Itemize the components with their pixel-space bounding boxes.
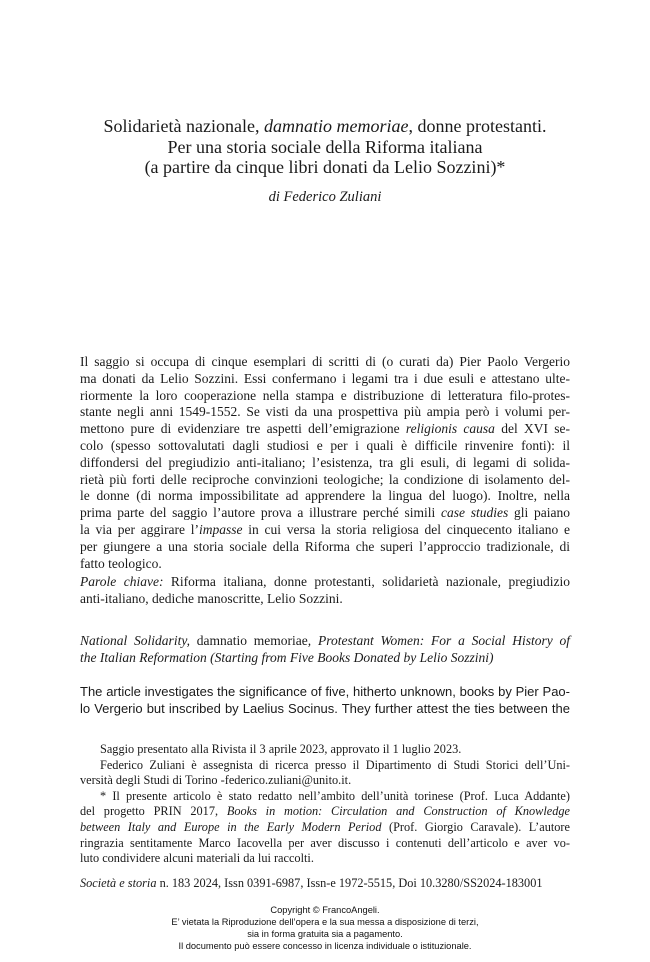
copyright-line: sia in forma gratuita sia a pagamento. <box>247 929 403 939</box>
journal-citation: Società e storia n. 183 2024, Issn 0391-6987, Issn-e 1972-5515, Doi 10.3280/SS2024-183001 <box>80 876 543 890</box>
footnote-author: versità degli Studi di Torino -federico.zuliani@unito.it. <box>80 773 352 788</box>
abstract-line: stante negli anni 1549-1552. Se visti da una prospettiva più ampia però i volumi per- <box>80 404 570 420</box>
footnote-acknowledgement: del progetto PRIN 2017, Books in motion: Circulation and Construction of Knowledge <box>80 804 571 819</box>
title-line-3: (a partire da cinque libri donati da Lelio Sozzini)* <box>144 157 506 177</box>
footnote-acknowledgement: between Italy and Europe in the Early Modern Period (Prof. Giorgio Caravale). L’autore <box>80 819 570 834</box>
keywords-italian <box>80 574 570 608</box>
keywords-line: Parole chiave: Riforma italiana, donne protestanti, solidarietà nazionale, pregiudizio <box>80 574 570 589</box>
abstract-en-line: The article investigates the significance of five, hitherto unknown, books by Pier Pao- <box>80 684 570 699</box>
abstract-line: diffondersi del pregiudizio anti-italiano; l’esistenza, tra gli esuli, di legami di solida- <box>80 454 570 470</box>
journal-name: Società e storia <box>80 876 157 890</box>
keywords-line: anti-italiano, dediche manoscritte, Lelio Sozzini. <box>80 590 343 606</box>
abstract-line: prima parte del saggio l’autore prova a illustrare perché simili case studies gli paiano <box>80 505 570 521</box>
abstract-line: mettono pure di evidenziare tre aspetti dell’emigrazione religionis causa del XVI se- <box>80 421 571 437</box>
footnote-acknowledgement: ringrazia sentitamente Marco Iacovella per aver discusso i contenuti dell’articolo e aver vo- <box>80 835 570 850</box>
abstract-english <box>80 684 570 718</box>
abstract-line: riormente la loro cooperazione nella stampa e distribuzione di letteratura filo-protes- <box>80 387 570 403</box>
title-line-1: Solidarietà nazionale, damnatio memoriae, donne protestanti. <box>103 116 547 136</box>
abstract-line: fatto teologico. <box>80 555 162 571</box>
footnote-submission: Saggio presentato alla Rivista il 3 aprile 2023, approvato il 1 luglio 2023. <box>100 742 462 756</box>
footnotes <box>80 742 570 867</box>
abstract-line: le donne (di norma impossibilitate ad apprendere la lingua del luogo). Inoltre, nella <box>80 488 570 504</box>
copyright-line: E’ vietata la Riproduzione dell’opera e la sua messa a disposizione di terzi, <box>171 917 479 927</box>
footnote-author: Federico Zuliani è assegnista di ricerca presso il Dipartimento di Studi Storici dell’Uni- <box>100 757 570 772</box>
abstract-italian <box>80 354 570 572</box>
title-line-2: Per una storia sociale della Riforma italiana <box>167 136 483 157</box>
copyright-line: Il documento può essere concesso in licenza individuale o istituzionale. <box>178 941 472 951</box>
abstract-line: ma donati da Lelio Sozzini. Essi confermano i legami tra i due esuli e attestano ulte- <box>80 370 570 386</box>
article-title <box>60 116 590 178</box>
abstract-line: Il saggio si occupa di cinque esemplari di scritti di (o curati da) Pier Paolo Vergerio <box>80 354 570 369</box>
abstract-en-line: lo Vergerio but inscribed by Laelius Socinus. They further attest the ties between the <box>80 700 570 716</box>
abstract-line: per giungere a una storia sociale della Riforma che superi l’approccio tradizionale, di <box>80 538 570 554</box>
english-title-line: the Italian Reformation (Starting from Five Books Donated by Lelio Sozzini) <box>80 649 494 665</box>
footnote-acknowledgement: * Il presente articolo è stato redatto nell’ambito dell’unità torinese (Prof. Luca Addante) <box>100 788 570 803</box>
copyright-line: Copyright © FrancoAngeli. <box>270 905 380 915</box>
abstract-line: rietà più forti delle reciproche convinzioni teologiche; la condizione di isolamento del- <box>80 471 570 487</box>
english-title-line: National Solidarity, damnatio memoriae, Protestant Women: For a Social History of <box>80 633 571 648</box>
abstract-line: la via per aggirare l’impasse in cui versa la storia religiosa del cinquecento italiano e <box>80 521 571 537</box>
copyright-notice <box>100 904 550 952</box>
footnote-acknowledgement: luto condividere alcuni materiali da lui raccolti. <box>80 851 314 866</box>
abstract-line: colo (spesso sottovalutati dagli studiosi e per i quali è difficile rinvenire fonti): il <box>80 437 570 453</box>
author-byline: di Federico Zuliani <box>268 189 382 205</box>
english-title <box>80 633 570 667</box>
keywords-label: Parole chiave: <box>80 574 164 589</box>
